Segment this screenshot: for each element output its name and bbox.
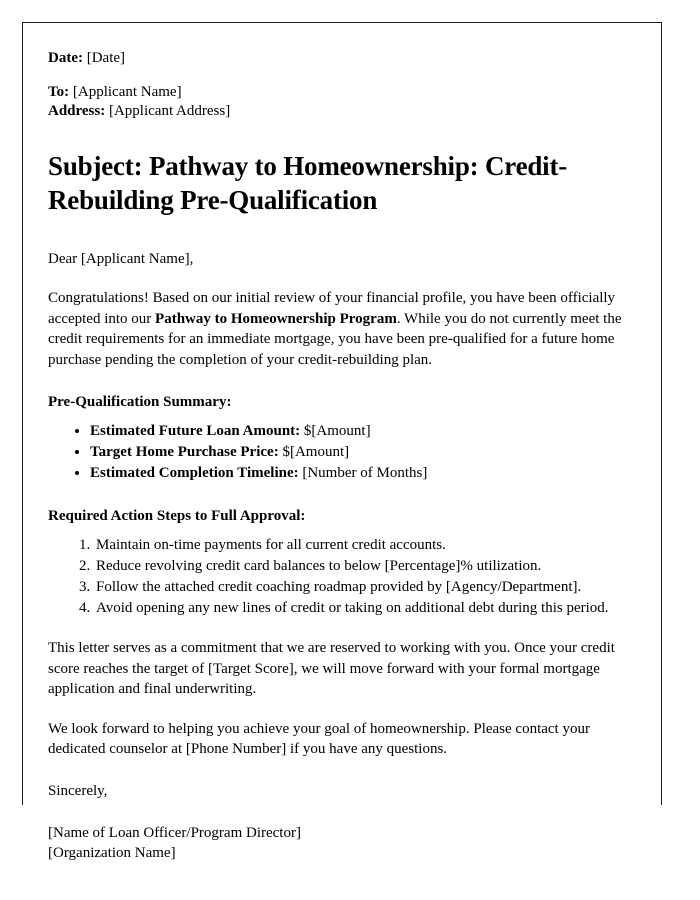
- list-item: [90, 442, 629, 463]
- intro-text-before: Congratulations! Based on our initial review of your financial profile, you have been officially accepted into our: [48, 290, 616, 327]
- letter-content: [23, 23, 661, 863]
- summary-item-label: Estimated Completion Timeline:: [90, 465, 299, 481]
- list-item: 1. Maintain on-time payments for all current credit accounts.: [94, 535, 629, 556]
- date-label: Date:: [48, 50, 83, 66]
- address-label: Address:: [48, 103, 106, 119]
- program-name-emphasis: Pathway to Homeownership Program: [155, 310, 397, 327]
- summary-item-value: [Number of Months]: [298, 465, 428, 481]
- page-title: Subject: Pathway to Homeownership: Credit-Rebuilding Pre-Qualification: [48, 151, 568, 215]
- intro-text-after: . While you do not currently meet the credit requirements for an immediate mortgage, you have been pre-qualified for a future home purchase pending the completion of your credit-rebuilding plan.: [48, 310, 622, 368]
- commitment-paragraph: This letter serves as a commitment that we are reserved to working with you. Once your credit score reaches the target of [Target Score], we will move forward with your formal mortgage application and final underwriting.: [48, 640, 615, 697]
- signatory-name: [Name of Loan Officer/Program Director]: [48, 824, 301, 841]
- list-item: 2. Reduce revolving credit card balances to below [Percentage]% utilization.: [94, 556, 629, 577]
- address-line: [48, 102, 629, 121]
- recipient-line: [48, 83, 629, 102]
- salutation: Dear [Applicant Name],: [48, 251, 194, 267]
- summary-list: [48, 421, 629, 484]
- signature-block: [48, 823, 629, 863]
- meta-spacer: [48, 68, 629, 83]
- list-item: 4. Avoid opening any new lines of credit or taking on additional debt during this period.: [94, 598, 629, 619]
- recipient-label: To:: [48, 84, 70, 100]
- action-steps-list: [48, 535, 629, 619]
- date-value: [Date]: [86, 50, 126, 66]
- date-line: [48, 49, 629, 68]
- address-value: [Applicant Address]: [108, 103, 231, 119]
- summary-item-label: Target Home Purchase Price:: [90, 444, 279, 460]
- recipient-value: [Applicant Name]: [72, 84, 182, 100]
- summary-heading: Pre-Qualification Summary:: [48, 394, 232, 410]
- summary-item-label: Estimated Future Loan Amount:: [90, 423, 301, 439]
- list-item: 3. Follow the attached credit coaching roadmap provided by [Agency/Department].: [94, 577, 629, 598]
- signatory-organization: [Organization Name]: [48, 844, 176, 861]
- steps-heading: Required Action Steps to Full Approval:: [48, 508, 306, 524]
- intro-paragraph: [48, 288, 629, 370]
- closing-paragraph: We look forward to helping you achieve your goal of homeownership. Please contact your dedicated counselor at [Phone Number] if you have any questions.: [48, 720, 590, 757]
- summary-item-value: $[Amount]: [278, 444, 350, 460]
- list-item: [90, 463, 629, 484]
- letter-page: [22, 22, 662, 861]
- summary-item-value: $[Amount]: [300, 423, 371, 439]
- list-item: [90, 421, 629, 442]
- sign-off: Sincerely,: [48, 782, 108, 799]
